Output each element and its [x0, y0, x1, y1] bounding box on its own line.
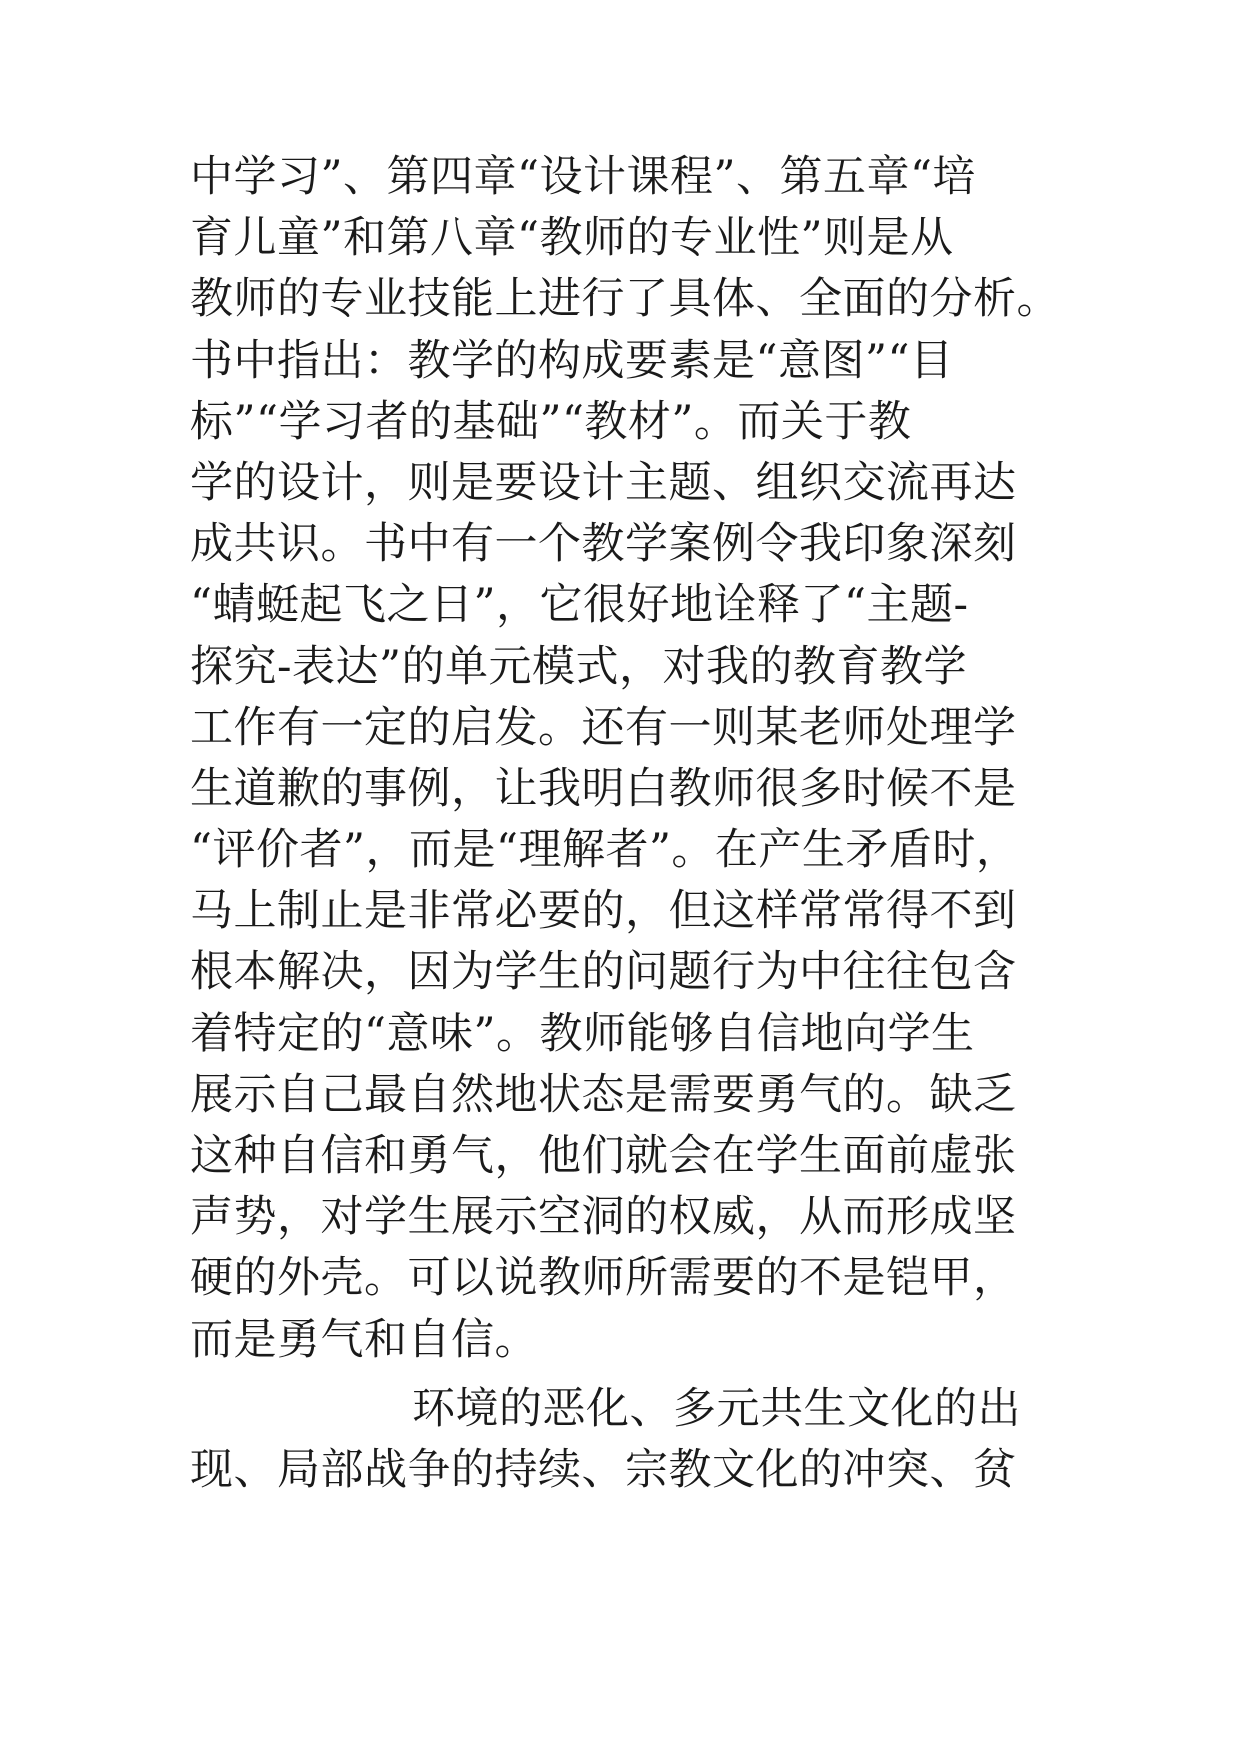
text-line: 这种自信和勇气，他们就会在学生面前虚张 — [190, 1131, 1017, 1181]
text-line: 硬的外壳。可以说教师所需要的不是铠甲， — [190, 1253, 1017, 1304]
text-line: 成共识。书中有一个教学案例令我印象深刻 — [190, 519, 1017, 570]
text-line: 书中指出：教学的构成要素是“意图”“目 — [190, 335, 954, 386]
text-line: 根本解决，因为学生的问题行为中往往包含 — [190, 947, 1017, 998]
paragraph-1 — [190, 147, 1090, 1371]
text-line: 着特定的“意味”。教师能够自信地向学生 — [190, 1008, 975, 1059]
text-line-indented: 环境的恶化、多元共生文化的出 — [412, 1383, 1021, 1434]
text-line: “蜻蜓起飞之日”，它很好地诠释了“主题- — [190, 580, 969, 631]
text-line: 马上制止是非常必要的，但这样常常得不到 — [190, 886, 1017, 937]
text-line: 展示自己最自然地状态是需要勇气的。缺乏 — [190, 1069, 1017, 1120]
text-line: “评价者”，而是“理解者”。在产生矛盾时， — [190, 825, 1020, 876]
paragraph-2 — [190, 1379, 1090, 1501]
text-line: 标”“学习者的基础”“教材”。而关于教 — [190, 396, 912, 447]
text-line: 而是勇气和自信。 — [190, 1314, 538, 1365]
text-line: 声势，对学生展示空洞的权威，从而形成坚 — [190, 1192, 1017, 1243]
text-line: 中学习”、第四章“设计课程”、第五章“培 — [190, 152, 976, 202]
text-line: 工作有一定的启发。还有一则某老师处理学 — [190, 702, 1017, 753]
paragraph-gap — [190, 1371, 1090, 1379]
text-line: 学的设计，则是要设计主题、组织交流再达 — [190, 457, 1017, 508]
text-line: 育儿童”和第八章“教师的专业性”则是从 — [190, 213, 954, 264]
text-line: 生道歉的事例，让我明白教师很多时候不是 — [190, 763, 1017, 814]
text-line: 教师的专业技能上进行了具体、全面的分析。 — [190, 274, 1060, 325]
document-body — [190, 147, 1090, 1501]
text-line: 探究-表达”的单元模式，对我的教育教学 — [190, 641, 968, 692]
text-line: 现、局部战争的持续、宗教文化的冲突、贫 — [190, 1444, 1017, 1495]
